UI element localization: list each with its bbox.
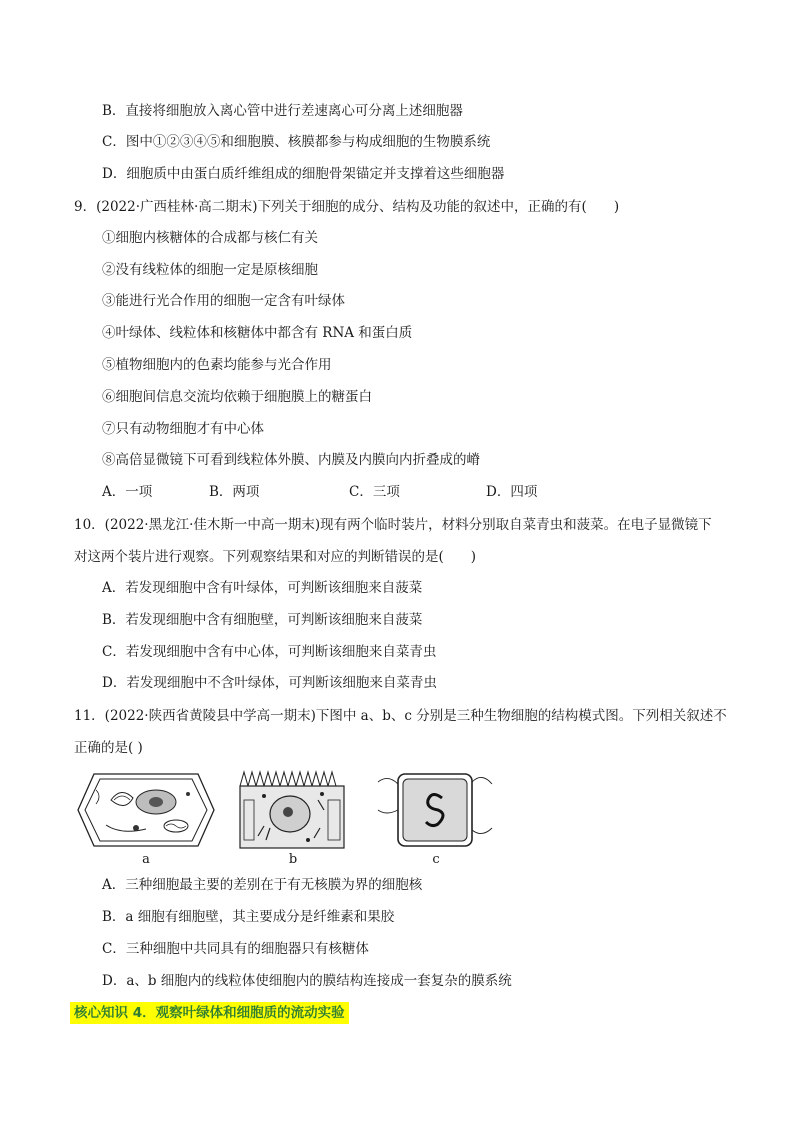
q10-option-d: D．若发现细胞中不含叶绿体，可判断该细胞来自菜青虫 [102, 675, 437, 691]
bacterial-cell-diagram [376, 770, 496, 850]
q9-choice-d: D．四项 [486, 484, 538, 500]
q9-item-7: ⑦只有动物细胞才有中心体 [102, 421, 264, 437]
q10-option-c: C．若发现细胞中含有中心体，可判断该细胞来自菜青虫 [102, 644, 437, 660]
q10-option-a: A．若发现细胞中含有叶绿体，可判断该细胞来自菠菜 [102, 580, 423, 596]
plant-cell-diagram [76, 770, 216, 850]
q10-stem-line-1: 10．(2022·黑龙江·佳木斯一中高一期末)现有两个临时装片，材料分别取自菜青虫和菠菜。在电子显微镜下 [74, 517, 712, 533]
q9-item-4: ④叶绿体、线粒体和核糖体中都含有 RNA 和蛋白质 [102, 325, 413, 341]
q9-stem: 9．(2022·广西桂林·高二期末)下列关于细胞的成分、结构及功能的叙述中，正确的有( ) [74, 199, 620, 215]
q9-item-2: ②没有线粒体的细胞一定是原核细胞 [102, 262, 318, 278]
q11-option-d: D．a、b 细胞内的线粒体使细胞内的膜结构连接成一套复杂的膜系统 [102, 973, 512, 989]
q8-option-c: C．图中①②③④⑤和细胞膜、核膜都参与构成细胞的生物膜系统 [102, 134, 491, 150]
q9-item-1: ①细胞内核糖体的合成都与核仁有关 [102, 230, 318, 246]
q10-stem-line-2: 对这两个装片进行观察。下列观察结果和对应的判断错误的是( ) [74, 549, 477, 565]
q10-option-b: B．若发现细胞中含有细胞壁，可判断该细胞来自菠菜 [102, 612, 423, 628]
q9-item-6: ⑥细胞间信息交流均依赖于细胞膜上的糖蛋白 [102, 389, 372, 405]
q9-item-8: ⑧高倍显微镜下可看到线粒体外膜、内膜及内膜向内折叠成的嵴 [102, 452, 480, 468]
q9-choices [102, 482, 537, 502]
q9-choice-b: B．两项 [209, 484, 260, 500]
q8-option-b: B．直接将细胞放入离心管中进行差速离心可分离上述细胞器 [102, 103, 463, 119]
q8-option-d: D．细胞质中由蛋白质纤维组成的细胞骨架锚定并支撑着这些细胞器 [102, 166, 505, 182]
section-heading: 核心知识 4．观察叶绿体和细胞质的流动实验 [70, 1002, 349, 1024]
figure-label-a: a [142, 852, 150, 867]
q9-item-3: ③能进行光合作用的细胞一定含有叶绿体 [102, 293, 345, 309]
q9-choice-c: C．三项 [349, 484, 400, 500]
q9-choice-a: A．一项 [102, 484, 153, 500]
figure-label-c: c [432, 852, 440, 867]
q11-stem-line-2: 正确的是( ) [74, 740, 143, 756]
q11-stem-line-1: 11．(2022·陕西省黄陵县中学高一期末)下图中 a、b、c 分别是三种生物细胞的结构模式图。下列相关叙述不 [74, 708, 727, 724]
q9-item-5: ⑤植物细胞内的色素均能参与光合作用 [102, 357, 332, 373]
q11-option-a: A．三种细胞最主要的差别在于有无核膜为界的细胞核 [102, 877, 423, 893]
animal-cell-diagram [238, 770, 348, 850]
figure-label-b: b [288, 852, 298, 867]
cell-diagram-figure [76, 770, 496, 870]
q11-option-b: B．a 细胞有细胞壁，其主要成分是纤维素和果胶 [102, 909, 395, 925]
q11-option-c: C．三种细胞中共同具有的细胞器只有核糖体 [102, 941, 369, 957]
